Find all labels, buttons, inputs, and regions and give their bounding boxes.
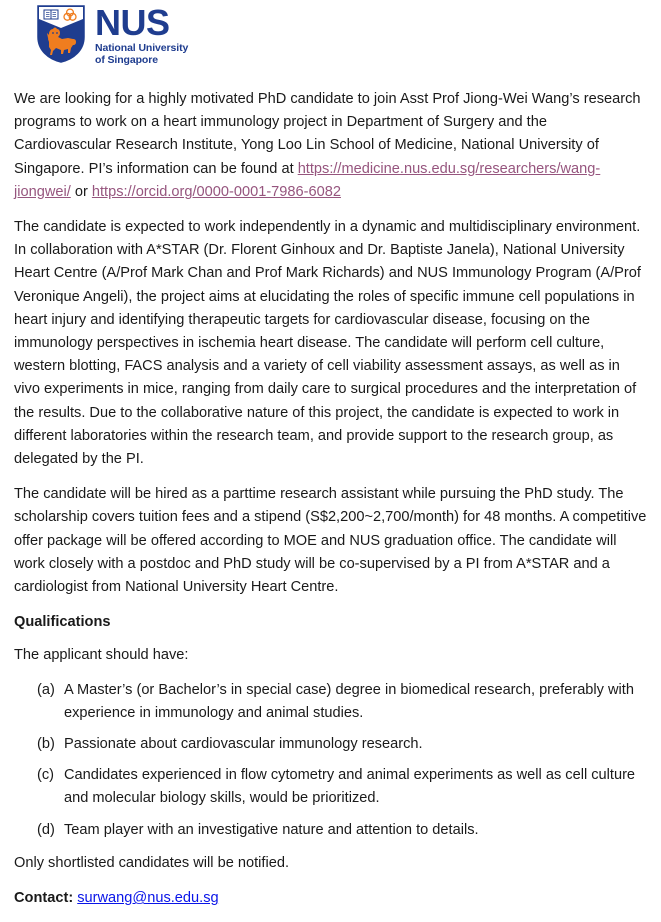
nus-wordmark-line1: National University xyxy=(95,42,189,54)
list-item xyxy=(0,733,661,756)
list-item-text: A Master’s (or Bachelor’s in special case) degree in biomedical research, preferably with experience in immunology and animal studies. xyxy=(64,681,634,721)
pi-profile-link[interactable]: https://medicine.nus.edu.sg/researchers/wang-jiongwei/ xyxy=(14,160,601,200)
nus-wordmark-main: NUS xyxy=(95,2,170,43)
orcid-link[interactable]: https://orcid.org/0000-0001-7986-6082 xyxy=(91,183,341,200)
shortlist-note: Only shortlisted candidates will be notified. xyxy=(14,854,289,871)
list-item-marker: (d) xyxy=(37,821,55,838)
link-separator: or xyxy=(70,183,92,200)
paragraph-intro-text: We are looking for a highly motivated PhD candidate to join Asst Prof Jiong-Wei Wang’s research programs to work on a heart immunology project in Department of Surgery and the Cardiovascular Research Institute, Yong Loo Lin School of Medicine, National University of Singapore. PI’s information can be found at xyxy=(14,91,641,177)
contact-line xyxy=(0,887,661,910)
document-body xyxy=(0,88,661,922)
list-item-text: Passionate about cardiovascular immunology research. xyxy=(64,736,423,753)
list-item xyxy=(0,764,661,810)
list-item-text: Team player with an investigative nature and attention to details. xyxy=(64,821,479,838)
list-item-text: Candidates experienced in flow cytometry and animal experiments as well as cell culture and molecular biology skills, would be prioritized. xyxy=(64,767,636,807)
nus-wordmark-line2: of Singapore xyxy=(95,54,158,66)
list-item xyxy=(0,819,661,842)
list-item-marker: (a) xyxy=(37,681,55,698)
paragraph-project-description: The candidate is expected to work independently in a dynamic and multidisciplinary environment. In collaboration with A*STAR (Dr. Florent Ginhoux and Dr. Baptiste Janela), National University Heart Centre (A/Prof Mark Chan and Prof Mark Richards) and NUS Immunology Program (A/Prof Veronique Angeli), the project aims at elucidating the roles of specific immune cell populations in heart injury and identifying therapeutic targets for cardiovascular disease, focusing on the immunology perspectives in ischemia heart disease. The candidate will perform cell culture, western blotting, FACS analysis and a variety of cell viability assessment assays, as well as in vivo experiments in mice, ranging from daily care to surgical procedures and the interpretation of the results. Due to the collaborative nature of this project, the candidate is expected to work in different laboratories within the research team, and provide support to the research group, as delegated by the PI. xyxy=(14,219,641,468)
nus-crest-icon xyxy=(36,4,86,64)
paragraph-intro xyxy=(0,88,661,204)
list-item-marker: (c) xyxy=(37,767,55,784)
list-item xyxy=(0,679,661,725)
contact-email-link[interactable]: surwang@nus.edu.sg xyxy=(77,890,219,907)
list-item-marker: (b) xyxy=(37,736,55,753)
qualifications-list xyxy=(0,679,661,842)
nus-logo xyxy=(36,4,188,66)
paragraph-funding-terms: The candidate will be hired as a parttime research assistant while pursuing the PhD study. The scholarship covers tuition fees and a stipend (S$2,200~2,700/month) for 48 months. A competitive offer package will be offered according to MOE and NUS graduation office. The candidate will work closely with a postdoc and PhD study will be co-supervised by a PI from A*STAR and a cardiologist from National University Heart Centre. xyxy=(14,486,647,596)
contact-label: Contact: xyxy=(14,890,74,907)
qualifications-heading: Qualifications xyxy=(14,614,111,631)
nus-wordmark xyxy=(95,4,188,66)
applicant-intro-text: The applicant should have: xyxy=(14,647,189,664)
